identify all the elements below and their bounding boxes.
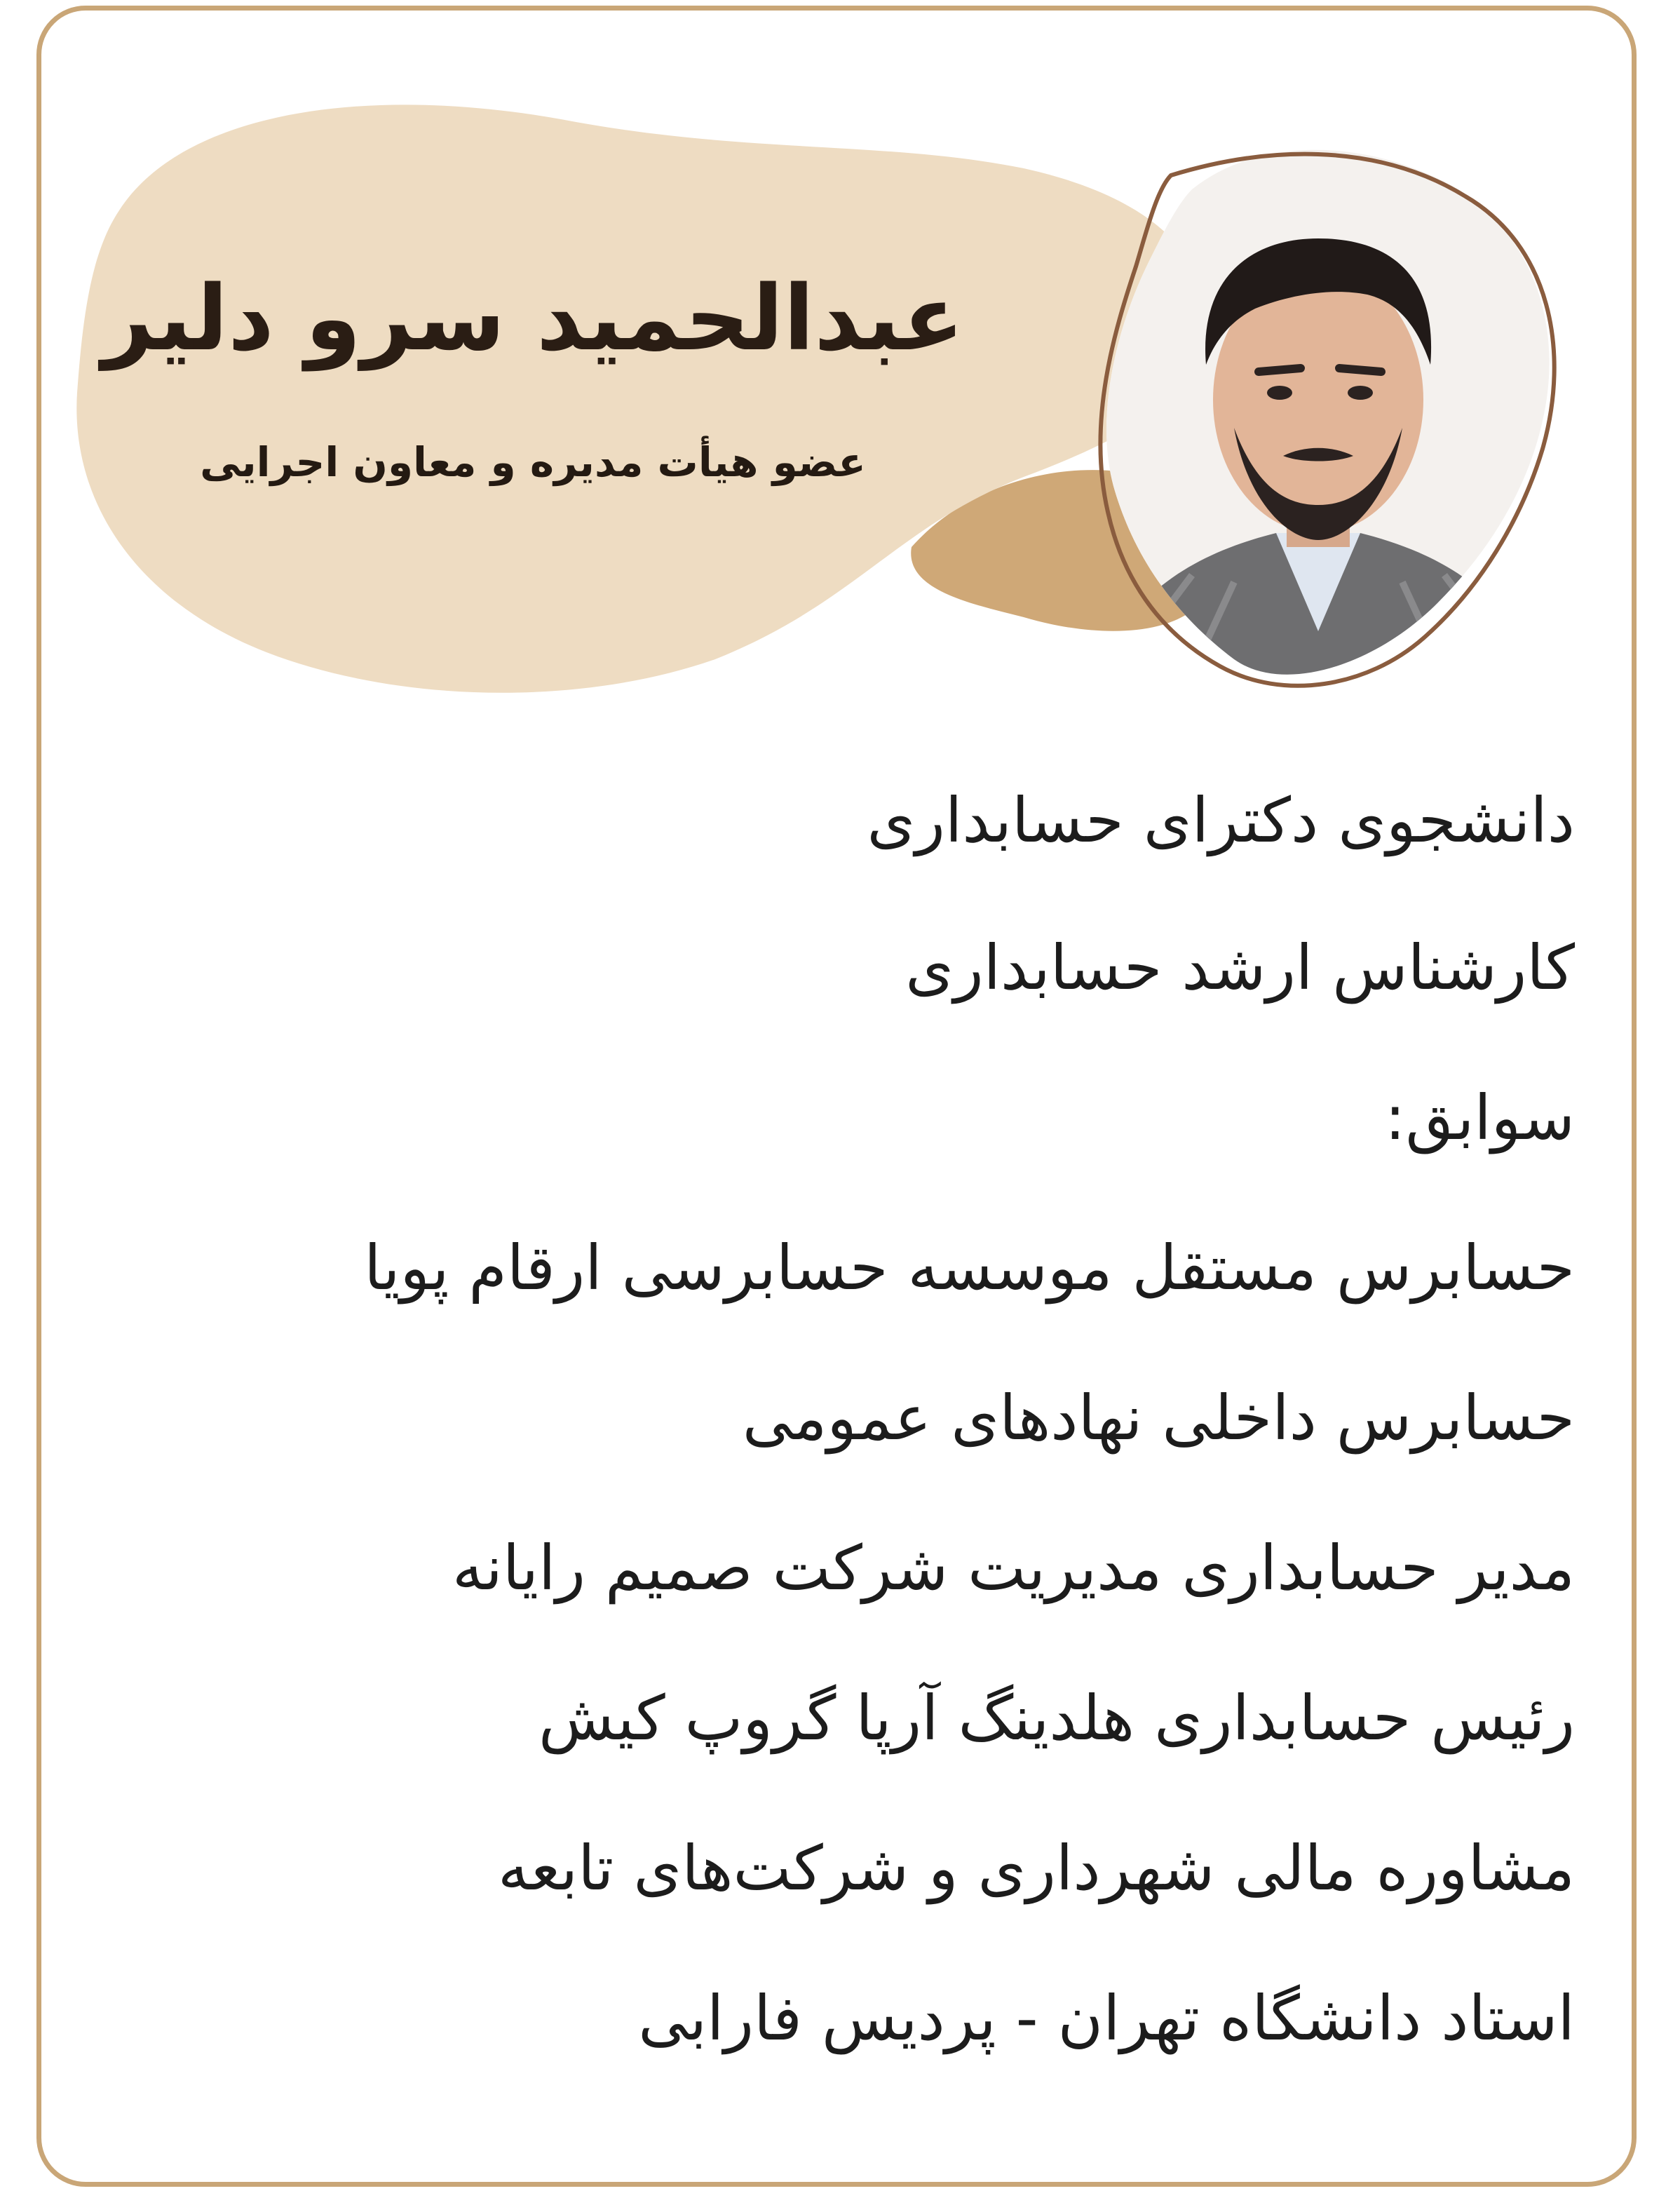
history-item: حسابرس داخلی نهادهای عمومی [742, 1382, 1575, 1454]
history-list [172, 1233, 1575, 2133]
history-item: حسابرس مستقل موسسه حسابرسی ارقام پویا [364, 1232, 1575, 1304]
history-item: استاد دانشگاه تهران - پردیس فارابی [638, 1982, 1575, 2054]
history-item: رئیس حسابداری هلدینگ آرپا گروپ کیش [538, 1682, 1575, 1754]
education-item: کارشناس ارشد حسابداری [905, 931, 1575, 1004]
education-list [172, 786, 1575, 1083]
person-role: عضو هیأت مدیره و معاون اجرایی [200, 438, 866, 486]
person-name: عبدالحمید سرو دلیر [102, 267, 964, 371]
history-item: مدیر حسابداری مدیریت شرکت صمیم رایانه [452, 1532, 1575, 1604]
education-item: دانشجوی دکترای حسابداری [867, 784, 1575, 856]
history-item: مشاوره مالی شهرداری و شرکت‌های تابعه [497, 1832, 1575, 1904]
header-decoration [0, 0, 1680, 771]
bio-content [172, 786, 1575, 2133]
history-title: سوابق: [1384, 1081, 1575, 1154]
